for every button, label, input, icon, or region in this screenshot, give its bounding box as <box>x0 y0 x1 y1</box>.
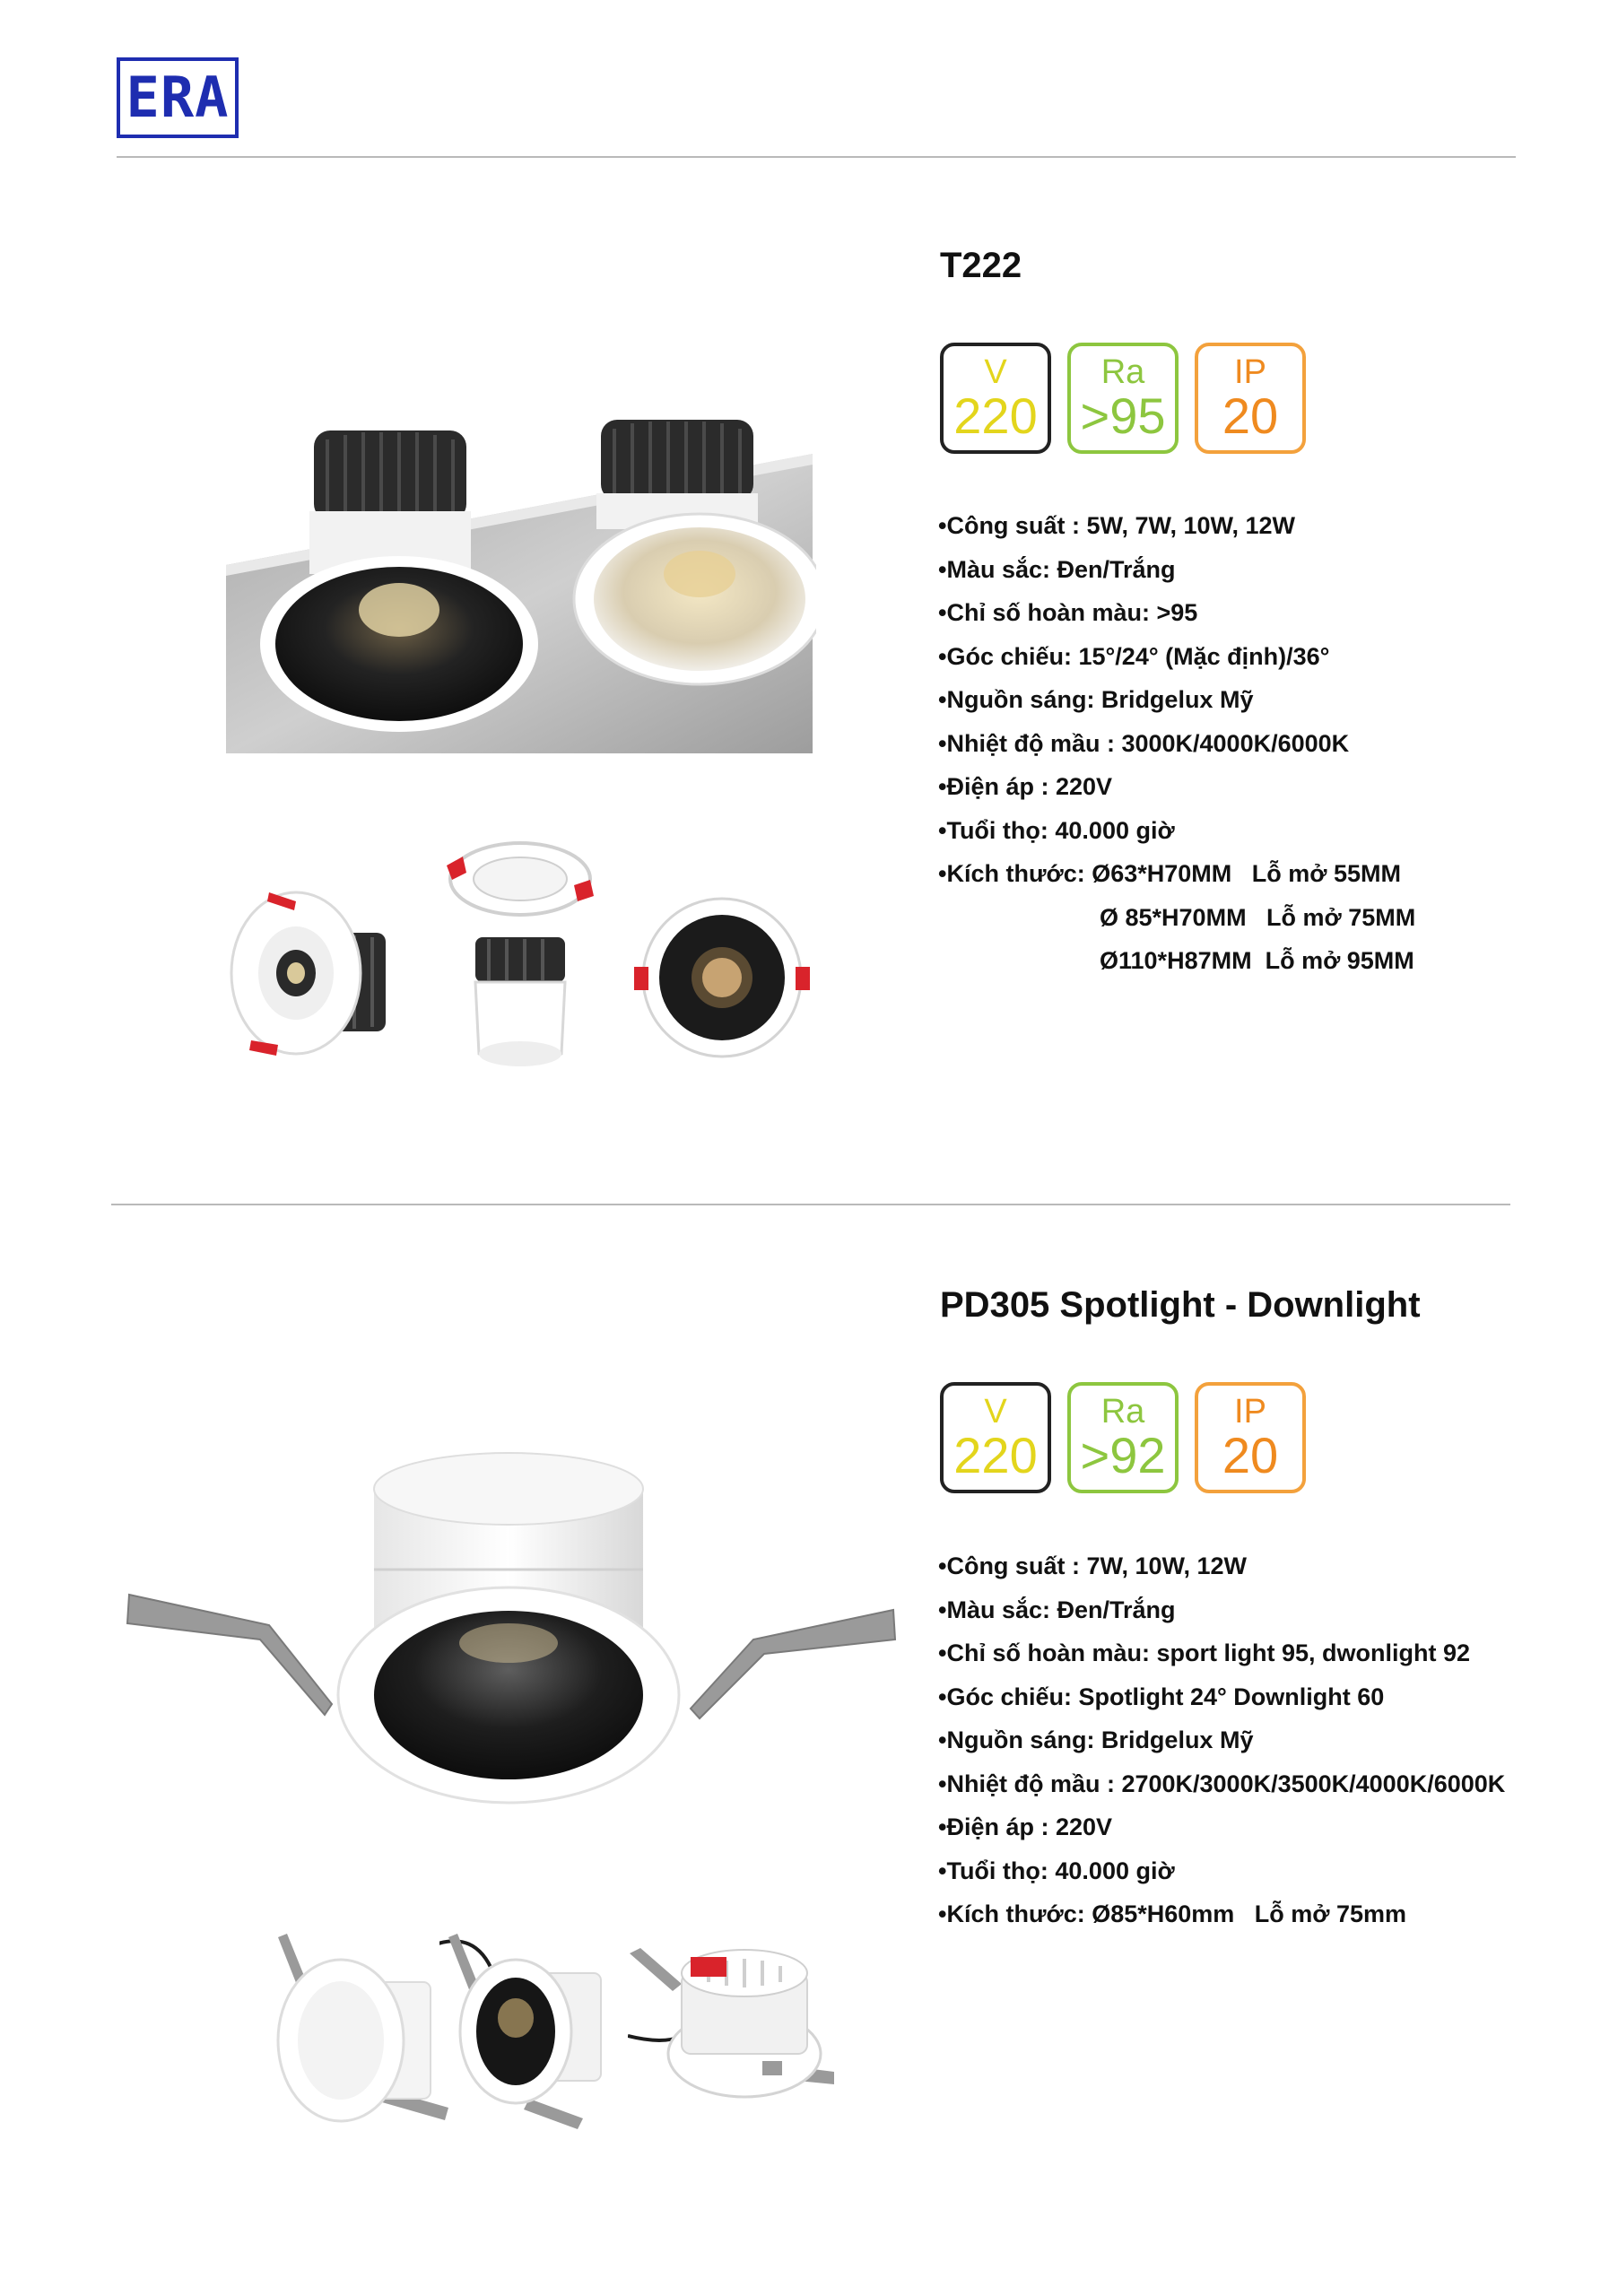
spec-dimensions-3: Ø110*H87MM Lỗ mở 95MM <box>1100 947 1414 974</box>
badge-label: V <box>984 1393 1007 1431</box>
badge-value: >95 <box>1080 387 1166 444</box>
product-title: PD305 Spotlight - Downlight <box>940 1285 1421 1325</box>
badge-label: V <box>984 353 1007 391</box>
badge-label: Ra <box>1100 1393 1145 1431</box>
spec-light-source: •Nguồn sáng: Bridgelux Mỹ <box>938 1726 1254 1753</box>
pd305-main-photo <box>126 1435 897 1830</box>
section-divider <box>111 1204 1510 1205</box>
badge-label: Ra <box>1100 353 1145 391</box>
spec-lifetime: •Tuổi thọ: 40.000 giờ <box>938 1857 1175 1884</box>
spec-dimensions-2: Ø 85*H70MM Lỗ mở 75MM <box>1100 903 1416 931</box>
spec-color: •Màu sắc: Đen/Trắng <box>938 1596 1176 1623</box>
spec-light-source: •Nguồn sáng: Bridgelux Mỹ <box>938 686 1254 713</box>
spec-badges <box>940 1382 1306 1493</box>
spec-list <box>938 1544 1505 1936</box>
era-logo: ERA <box>117 57 239 138</box>
badge-value: 220 <box>953 387 1038 444</box>
pd305-view-3 <box>628 1928 843 2126</box>
badge-label: IP <box>1234 353 1266 391</box>
spec-dimensions: •Kích thước: Ø63*H70MM Lỗ mở 55MM <box>938 860 1401 887</box>
header-divider <box>117 156 1516 158</box>
voltage-badge <box>940 1382 1051 1493</box>
badge-value: 20 <box>1222 1427 1279 1483</box>
spec-cri: •Chỉ số hoàn màu: sport light 95, dwonlight 92 <box>938 1639 1470 1666</box>
spec-list <box>938 504 1415 983</box>
spec-lifetime: •Tuổi thọ: 40.000 giờ <box>938 816 1175 844</box>
ip-badge <box>1195 343 1306 454</box>
spec-badges <box>940 343 1306 454</box>
badge-value: 220 <box>953 1427 1038 1483</box>
spec-color-temp: •Nhiệt độ mầu : 2700K/3000K/3500K/4000K/6000K <box>938 1770 1506 1797</box>
cri-badge <box>1067 1382 1179 1493</box>
t222-main-photo <box>224 395 816 762</box>
t222-angle-view-2 <box>439 830 601 1072</box>
spec-dimensions: •Kích thước: Ø85*H60mm Lỗ mở 75mm <box>938 1900 1407 1927</box>
spec-power: •Công suất : 7W, 10W, 12W <box>938 1552 1247 1579</box>
t222-angle-view-1 <box>224 883 395 1063</box>
pd305-view-1 <box>260 1919 457 2135</box>
t222-front-view <box>632 888 812 1067</box>
badge-value: 20 <box>1222 387 1279 444</box>
spec-power: •Công suất : 5W, 7W, 10W, 12W <box>938 512 1296 539</box>
product-title: T222 <box>940 246 1022 285</box>
ip-badge <box>1195 1382 1306 1493</box>
spec-beam-angle: •Góc chiếu: Spotlight 24° Downlight 60 <box>938 1683 1385 1710</box>
spec-beam-angle: •Góc chiếu: 15°/24° (Mặc định)/36° <box>938 642 1330 670</box>
badge-value: >92 <box>1080 1427 1166 1483</box>
spec-voltage: •Điện áp : 220V <box>938 773 1113 800</box>
pd305-view-2 <box>439 1919 619 2135</box>
badge-label: IP <box>1234 1393 1266 1431</box>
spec-voltage: •Điện áp : 220V <box>938 1813 1113 1840</box>
spec-color: •Màu sắc: Đen/Trắng <box>938 555 1176 583</box>
spec-color-temp: •Nhiệt độ mầu : 3000K/4000K/6000K <box>938 729 1350 757</box>
cri-badge <box>1067 343 1179 454</box>
voltage-badge <box>940 343 1051 454</box>
spec-cri: •Chỉ số hoàn màu: >95 <box>938 599 1198 626</box>
